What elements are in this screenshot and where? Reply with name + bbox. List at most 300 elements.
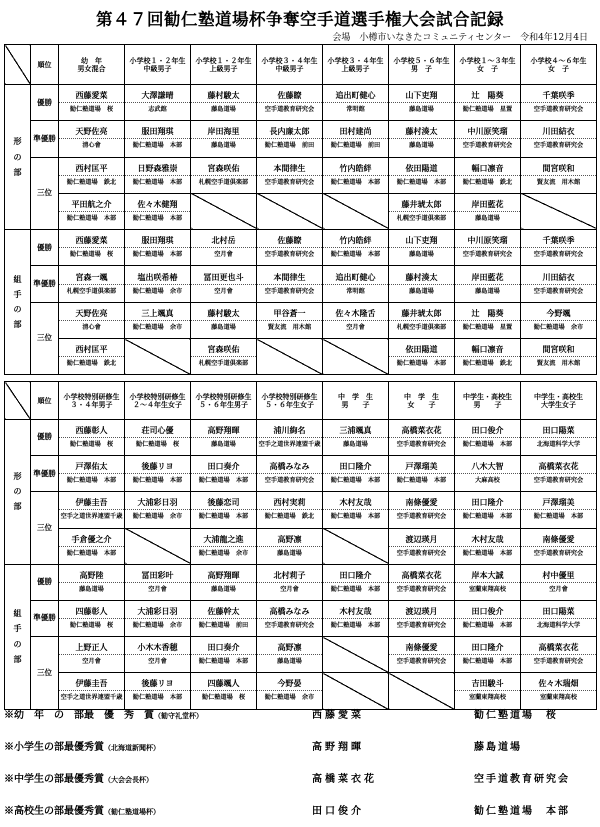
athlete-name: 大浦彩日羽	[125, 495, 190, 510]
athlete-name: 追出町健心	[323, 270, 388, 285]
category-name: 小学校５・６年生	[393, 55, 450, 65]
division-kumite	[5, 564, 31, 709]
award-dojo: 勧仁塾道場 本部	[474, 806, 570, 817]
athlete-name: 天野佐亮	[59, 124, 124, 139]
dojo-name: 空手道教育研究会	[533, 251, 584, 259]
dojo-name: 空手道教育研究会	[533, 549, 584, 557]
dojo-name: 賢友流 用木館	[536, 178, 581, 186]
division-char: 部	[13, 501, 22, 512]
athlete-name: 間宮咲和	[521, 161, 596, 176]
table-row	[5, 564, 597, 600]
dojo-name: 勧仁塾道場 本部	[198, 513, 249, 521]
dojo-name: 勧仁塾道場 本部	[330, 513, 381, 521]
place-label: 優勝	[37, 242, 52, 252]
award-title: ※小学生の部最優秀賞	[4, 742, 104, 753]
category-sub: ２～４年生女子	[133, 399, 182, 409]
result-cell	[389, 339, 455, 375]
place-third	[31, 492, 59, 564]
place-label: 優勝	[37, 97, 52, 107]
category-header	[323, 45, 389, 85]
category-sub: ３・４年男子	[70, 399, 113, 409]
category-sub: 男女混合	[77, 63, 106, 73]
athlete-name: 西藤愛菜	[59, 88, 124, 103]
place-label: 三位	[37, 667, 52, 677]
dojo-name: 藤島道場	[211, 441, 236, 449]
athlete-name: 千葉咲季	[521, 233, 596, 248]
dojo-name: 勧仁塾道場 本部	[132, 251, 183, 259]
category-header	[521, 382, 597, 420]
dojo-name: 空月會	[214, 251, 233, 259]
result-cell	[191, 302, 257, 338]
result-cell	[125, 420, 191, 456]
result-cell	[59, 492, 125, 528]
result-cell	[323, 266, 389, 302]
empty-cell	[323, 673, 389, 709]
athlete-name: 戸澤瑠美	[521, 495, 596, 510]
result-cell	[455, 339, 521, 375]
result-cell	[257, 456, 323, 492]
athlete-name: 田口俊介	[455, 604, 520, 619]
dojo-name: 空月會	[549, 585, 568, 593]
category-header	[125, 45, 191, 85]
dojo-name: 勧仁塾道場 桜	[135, 441, 180, 449]
empty-cell	[125, 339, 191, 375]
result-cell	[59, 339, 125, 375]
result-cell	[521, 600, 597, 636]
result-cell	[389, 266, 455, 302]
award-label	[4, 770, 304, 785]
result-cell	[257, 157, 323, 193]
result-cell	[125, 121, 191, 157]
result-cell	[521, 85, 597, 121]
dojo-name: 勧仁塾道場 本部	[66, 215, 117, 223]
results-table-1	[4, 44, 597, 375]
athlete-name: 服田翔琪	[125, 124, 190, 139]
dojo-name: 藤島道場	[409, 106, 434, 114]
category-header	[191, 382, 257, 420]
result-cell	[455, 420, 521, 456]
category-header	[389, 45, 455, 85]
result-cell	[323, 564, 389, 600]
dojo-name: 藤島道場	[211, 323, 236, 331]
athlete-name: 佐藤瞭	[257, 233, 322, 248]
result-cell	[323, 121, 389, 157]
category-name: 中学生・高校生	[463, 391, 512, 401]
category-header	[257, 382, 323, 420]
result-cell	[125, 302, 191, 338]
result-cell	[59, 157, 125, 193]
dojo-name: 藤島道場	[211, 585, 236, 593]
result-cell	[125, 230, 191, 266]
athlete-name: 高橋菜衣花	[389, 423, 454, 438]
division-kata	[5, 85, 31, 230]
athlete-name: 浦川絢名	[257, 423, 322, 438]
division-char: 部	[13, 166, 22, 177]
dojo-name: 空手道教育研究会	[533, 658, 584, 666]
empty-cell	[323, 528, 389, 564]
result-cell	[521, 121, 597, 157]
empty-cell	[257, 193, 323, 229]
athlete-name: 高野凛	[257, 640, 322, 655]
place-third	[31, 157, 59, 230]
table-row	[5, 230, 597, 266]
dojo-name: 勧仁塾道場 本部	[330, 622, 381, 630]
table-row	[5, 456, 597, 492]
division-char: 形	[13, 136, 22, 147]
table-row	[5, 157, 597, 193]
division-char: の	[13, 304, 22, 315]
athlete-name: 宮森一颯	[59, 270, 124, 285]
dojo-name: 札幌空手道倶楽部	[66, 287, 117, 295]
dojo-name: 勧仁塾道場 余市	[132, 513, 183, 521]
place-second	[31, 121, 59, 157]
result-cell	[125, 564, 191, 600]
dojo-name: 空手道教育研究会	[264, 622, 315, 630]
place-third	[31, 637, 59, 709]
athlete-name: 間宮咲和	[521, 342, 596, 357]
table-row	[5, 339, 597, 375]
athlete-name: 辻 陽葵	[455, 306, 520, 321]
athlete-name: 後藤リヨ	[125, 676, 190, 691]
dojo-name: 勧仁塾道場 桜	[69, 622, 114, 630]
athlete-name: 追出町健心	[323, 88, 388, 103]
athlete-name: 藤井琥太郎	[389, 306, 454, 321]
division-char: 組	[13, 608, 22, 619]
result-cell	[521, 266, 597, 302]
empty-cell	[323, 637, 389, 673]
result-cell	[257, 492, 323, 528]
place-label: 準優勝	[33, 468, 56, 478]
athlete-name: 岸田藍花	[455, 270, 520, 285]
category-header	[125, 382, 191, 420]
dojo-name: 勧仁塾道場 本部	[533, 513, 584, 521]
dojo-name: 空手之道世界連盟千歳	[60, 694, 123, 702]
athlete-name: 西村匡平	[59, 342, 124, 357]
award-trophy: （大会会長杯）	[104, 775, 153, 784]
athlete-name: 藤村湊太	[389, 270, 454, 285]
result-cell	[125, 193, 191, 229]
athlete-name: 木村友哉	[323, 495, 388, 510]
result-cell	[389, 492, 455, 528]
result-cell	[521, 456, 597, 492]
result-cell	[257, 266, 323, 302]
result-cell	[191, 600, 257, 636]
athlete-name: 藤村駿太	[191, 88, 256, 103]
result-cell	[323, 85, 389, 121]
empty-cell	[125, 528, 191, 564]
dojo-name: 勧仁塾道場 本部	[462, 549, 513, 557]
dojo-name: 勧仁塾道場 本部	[330, 585, 381, 593]
dojo-name: 空手道教育研究会	[264, 251, 315, 259]
place-label: 三位	[37, 188, 52, 198]
athlete-name: 田口奏介	[191, 640, 256, 655]
category-name: 小学校３・４年生	[327, 55, 384, 65]
dojo-name: 勧仁塾道場 本部	[462, 622, 513, 630]
category-name: 小学校特別研修生	[195, 391, 252, 401]
dojo-name: 勧仁塾道場 本部	[132, 215, 183, 223]
category-name: 小学校１～３年生	[459, 55, 516, 65]
dojo-name: 空月會	[82, 658, 101, 666]
result-cell	[59, 193, 125, 229]
dojo-name: 勧仁塾道場 本部	[462, 441, 513, 449]
dojo-name: 勧仁塾道場 本部	[132, 178, 183, 186]
dojo-name: 勧仁塾道場 余市	[533, 323, 584, 331]
dojo-name: 賢友流 用木館	[536, 360, 581, 368]
athlete-name: 渡辺瑛月	[389, 604, 454, 619]
dojo-name: 藤島道場	[211, 106, 236, 114]
athlete-name: 佐々木健翔	[125, 197, 190, 212]
category-sub: 上級男子	[209, 63, 238, 73]
dojo-name: 空手道教育研究会	[462, 142, 513, 150]
category-sub: 上級男子	[341, 63, 370, 73]
division-char: 手	[13, 289, 22, 300]
dojo-name: 常明館	[346, 106, 365, 114]
category-header	[191, 45, 257, 85]
division-kumite	[5, 230, 31, 375]
result-cell	[389, 564, 455, 600]
athlete-name: 田口隆介	[323, 459, 388, 474]
athlete-name: 田口陽菜	[521, 604, 596, 619]
category-header	[389, 382, 455, 420]
athlete-name: 中川原笑瑠	[455, 233, 520, 248]
dojo-name: 室蘭東翔高校	[468, 585, 507, 593]
place-second	[31, 266, 59, 302]
result-cell	[59, 673, 125, 709]
result-cell	[323, 230, 389, 266]
category-sub: 女 子	[477, 63, 498, 73]
athlete-name: 小木木香穂	[125, 640, 190, 655]
category-name: 小学校特別研修生	[261, 391, 318, 401]
athlete-name: 北村莉子	[257, 568, 322, 583]
athlete-name: 南條優愛	[389, 640, 454, 655]
dojo-name: 札幌空手道倶楽部	[396, 323, 447, 331]
result-cell	[59, 456, 125, 492]
header-row	[5, 45, 597, 85]
division-char: 部	[13, 653, 22, 664]
dojo-name: 勧仁塾道場 本部	[396, 360, 447, 368]
result-cell	[323, 302, 389, 338]
dojo-name: 勧仁塾道場 余市	[132, 622, 183, 630]
athlete-name: 田口隆介	[455, 640, 520, 655]
dojo-name: 札幌空手道倶楽部	[198, 178, 249, 186]
dojo-name: 勧仁塾道場 余市	[132, 287, 183, 295]
dojo-name: 勧仁塾道場 桜	[69, 106, 114, 114]
result-cell	[191, 157, 257, 193]
result-cell	[59, 420, 125, 456]
result-cell	[59, 266, 125, 302]
dojo-name: 勧仁塾道場 星置	[462, 323, 513, 331]
table-row	[5, 637, 597, 673]
dojo-name: 常明館	[346, 287, 365, 295]
athlete-name: 幅口凛音	[455, 161, 520, 176]
dojo-name: 勧仁塾道場 本部	[132, 477, 183, 485]
dojo-name: 清心會	[82, 323, 101, 331]
dojo-name: 勧仁塾道場 余市	[132, 323, 183, 331]
dojo-name: 勧仁塾道場 桜	[69, 251, 114, 259]
place-second	[31, 600, 59, 636]
athlete-name: 今野颯	[521, 306, 596, 321]
athlete-name: 冨田彩叶	[125, 568, 190, 583]
athlete-name: 宮森咲佑	[191, 342, 256, 357]
result-cell	[521, 492, 597, 528]
athlete-name: 中川原笑瑠	[455, 124, 520, 139]
athlete-name: 村中優里	[521, 568, 596, 583]
dojo-name: 勧仁塾道場 本部	[396, 477, 447, 485]
place-header	[31, 45, 59, 85]
result-cell	[323, 420, 389, 456]
athlete-name: 後藤恋司	[191, 495, 256, 510]
result-cell	[521, 230, 597, 266]
athlete-name: 荘司心優	[125, 423, 190, 438]
dojo-name: 勧仁塾道場 本部	[132, 142, 183, 150]
result-cell	[125, 600, 191, 636]
dojo-name: 勧仁塾道場 本部	[462, 658, 513, 666]
category-sub: ５・６年生女子	[265, 399, 314, 409]
result-cell	[59, 230, 125, 266]
result-cell	[191, 456, 257, 492]
dojo-name: 勧仁塾道場 本部	[330, 251, 381, 259]
athlete-name: 依田陽道	[389, 342, 454, 357]
division-kata	[5, 420, 31, 565]
result-cell	[455, 230, 521, 266]
category-sub: 男 子	[473, 399, 502, 409]
result-cell	[389, 85, 455, 121]
athlete-name: 木村友哉	[455, 532, 520, 547]
place-label: 準優勝	[33, 613, 56, 623]
dojo-name: 勧仁塾道場 鉄北	[66, 360, 117, 368]
athlete-name: 服田翔琪	[125, 233, 190, 248]
dojo-name: 勧仁塾道場 本部	[132, 694, 183, 702]
division-char: の	[13, 638, 22, 649]
result-cell	[389, 302, 455, 338]
page-title: 第４７回勧仁塾道場杯争奪空手道選手権大会試合記録	[96, 10, 504, 29]
athlete-name: 宮森咲佑	[191, 161, 256, 176]
athlete-name: 竹内皓絆	[323, 161, 388, 176]
result-cell	[125, 492, 191, 528]
athlete-name: 高野凛	[257, 532, 322, 547]
result-cell	[257, 600, 323, 636]
result-cell	[191, 564, 257, 600]
place-win	[31, 564, 59, 600]
result-cell	[191, 528, 257, 564]
result-cell	[455, 528, 521, 564]
result-cell	[455, 673, 521, 709]
table-row	[5, 492, 597, 528]
result-cell	[389, 230, 455, 266]
category-sub: 女 子	[407, 399, 436, 409]
award-label	[4, 802, 304, 817]
athlete-name: 本間律生	[257, 161, 322, 176]
division-char: 手	[13, 623, 22, 634]
dojo-name: 勧仁塾道場 余市	[198, 549, 249, 557]
division-char: 組	[13, 273, 22, 284]
dojo-name: 志武館	[148, 106, 167, 114]
category-header	[455, 382, 521, 420]
category-header	[59, 45, 125, 85]
athlete-name: 岸田海里	[191, 124, 256, 139]
athlete-name: 木村友哉	[323, 604, 388, 619]
athlete-name: 西藤彰人	[59, 423, 124, 438]
athlete-name: 長内廉太郎	[257, 124, 322, 139]
category-name: 幼 年	[81, 55, 102, 65]
dojo-name: 空手道教育研究会	[264, 477, 315, 485]
table-row	[5, 193, 597, 229]
result-cell	[323, 456, 389, 492]
dojo-name: 空手之道世界連盟千歳	[60, 513, 123, 521]
dojo-name: 勧仁塾道場 余市	[264, 694, 315, 702]
dojo-name: 勧仁塾道場 鉄北	[66, 178, 117, 186]
result-cell	[521, 302, 597, 338]
result-cell	[455, 564, 521, 600]
dojo-name: 室蘭東翔高校	[539, 694, 578, 702]
dojo-name: 藤島道場	[409, 142, 434, 150]
empty-cell	[323, 339, 389, 375]
result-cell	[455, 302, 521, 338]
dojo-name: 勧仁塾道場 前田	[264, 142, 315, 150]
athlete-name: 戸澤瑠美	[389, 459, 454, 474]
dojo-name: 勧仁塾道場 本部	[330, 477, 381, 485]
empty-cell	[323, 193, 389, 229]
place-label: 三位	[37, 333, 52, 343]
dojo-name: 空手道教育研究会	[396, 622, 447, 630]
result-cell	[191, 637, 257, 673]
athlete-name: 西村実莉	[257, 495, 322, 510]
result-cell	[59, 600, 125, 636]
result-cell	[59, 85, 125, 121]
division-char: の	[13, 151, 22, 162]
result-cell	[389, 600, 455, 636]
athlete-name: 高橋みなみ	[257, 604, 322, 619]
category-name: 小学校１・２年生	[129, 55, 186, 65]
dojo-name: 空手道教育研究会	[264, 287, 315, 295]
athlete-name: 田口奏介	[191, 459, 256, 474]
athlete-name: 高野陸	[59, 568, 124, 583]
athlete-name: 山下吏翔	[389, 233, 454, 248]
dojo-name: 空手道教育研究会	[396, 658, 447, 666]
athlete-name: 高野翔暉	[191, 423, 256, 438]
result-cell	[59, 121, 125, 157]
dojo-name: 勧仁塾道場 星置	[462, 106, 513, 114]
athlete-name: 天野佐亮	[59, 306, 124, 321]
athlete-name: 渡辺瑛月	[389, 532, 454, 547]
result-cell	[125, 157, 191, 193]
athlete-name: 岸田藍花	[455, 197, 520, 212]
place-label: 三位	[37, 522, 52, 532]
category-name: 中 学 生	[404, 391, 439, 401]
award-label	[4, 738, 304, 753]
dojo-name: 空手道教育研究会	[533, 287, 584, 295]
result-cell	[257, 85, 323, 121]
result-cell	[125, 85, 191, 121]
result-cell	[521, 564, 597, 600]
award-title: ※高校生の部最優秀賞	[4, 806, 104, 817]
athlete-name: 甲谷蒼一	[257, 306, 322, 321]
dojo-name: 空月會	[148, 585, 167, 593]
award-winner: 高野翔暉	[312, 742, 364, 753]
result-cell	[389, 157, 455, 193]
dojo-name: 藤島道場	[79, 585, 104, 593]
category-sub: 中級男子	[143, 63, 172, 73]
place-second	[31, 456, 59, 492]
result-cell	[389, 420, 455, 456]
category-header	[323, 382, 389, 420]
result-cell	[455, 637, 521, 673]
table-row	[5, 673, 597, 709]
result-cell	[125, 637, 191, 673]
dojo-name: 勧仁塾道場 鉄北	[462, 178, 513, 186]
place-label: 優勝	[37, 432, 52, 442]
athlete-name: 吉田駿斗	[455, 676, 520, 691]
